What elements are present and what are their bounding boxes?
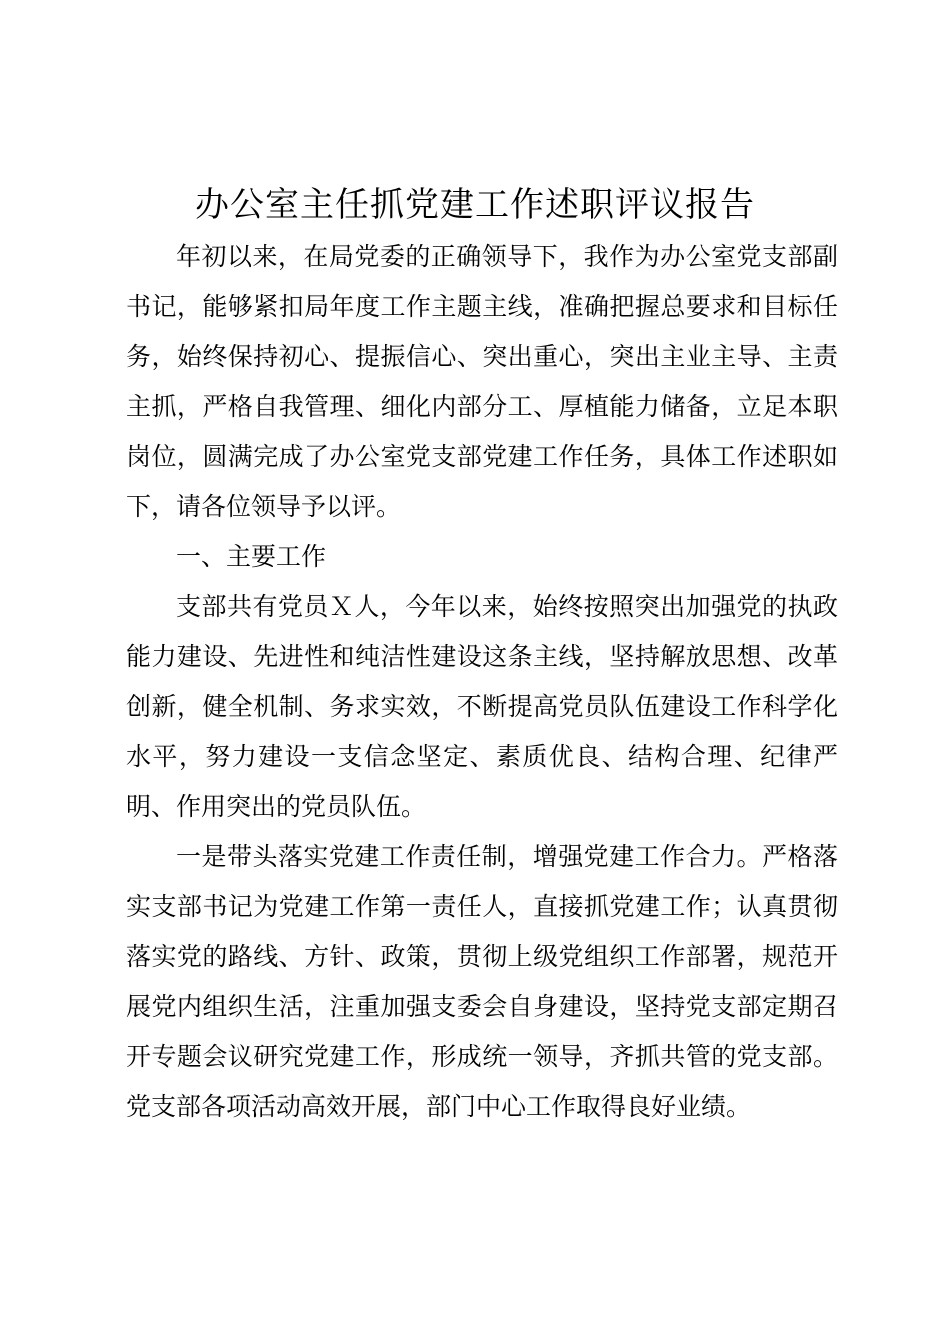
paragraph-responsibility: 一是带头落实党建工作责任制，增强党建工作合力。严格落实支部书记为党建工作第一责任人，直接抓党建工作；认真贯彻落实党的路线、方针、政策，贯彻上级党组织工作部署，规范开展党内组织生活，注重加强支委会自身建设，坚持党支部定期召开专题会议研究党建工作，形成统一领导，齐抓共管的党支部。党支部各项活动高效开展，部门中心工作取得良好业绩。 [126,842,838,1121]
section-heading-main-work: 一、主要工作 [176,542,327,571]
document-body [126,232,838,1132]
paragraph-intro: 年初以来，在局党委的正确领导下，我作为办公室党支部副书记，能够紧扣局年度工作主题主线，准确把握总要求和目标任务，始终保持初心、提振信心、突出重心，突出主业主导、主责主抓，严格自我管理、细化内部分工、厚植能力储备，立足本职岗位，圆满完成了办公室党支部党建工作任务，具体工作述职如下，请各位领导予以评。 [126,242,838,521]
document-title: 办公室主任抓党建工作述职评议报告 [195,185,755,225]
paragraph-branch-overview: 支部共有党员Ｘ人，今年以来，始终按照突出加强党的执政能力建设、先进性和纯洁性建设这条主线，坚持解放思想、改革创新，健全机制、务求实效，不断提高党员队伍建设工作科学化水平，努力建设一支信念坚定、素质优良、结构合理、纪律严明、作用突出的党员队伍。 [126,592,838,821]
